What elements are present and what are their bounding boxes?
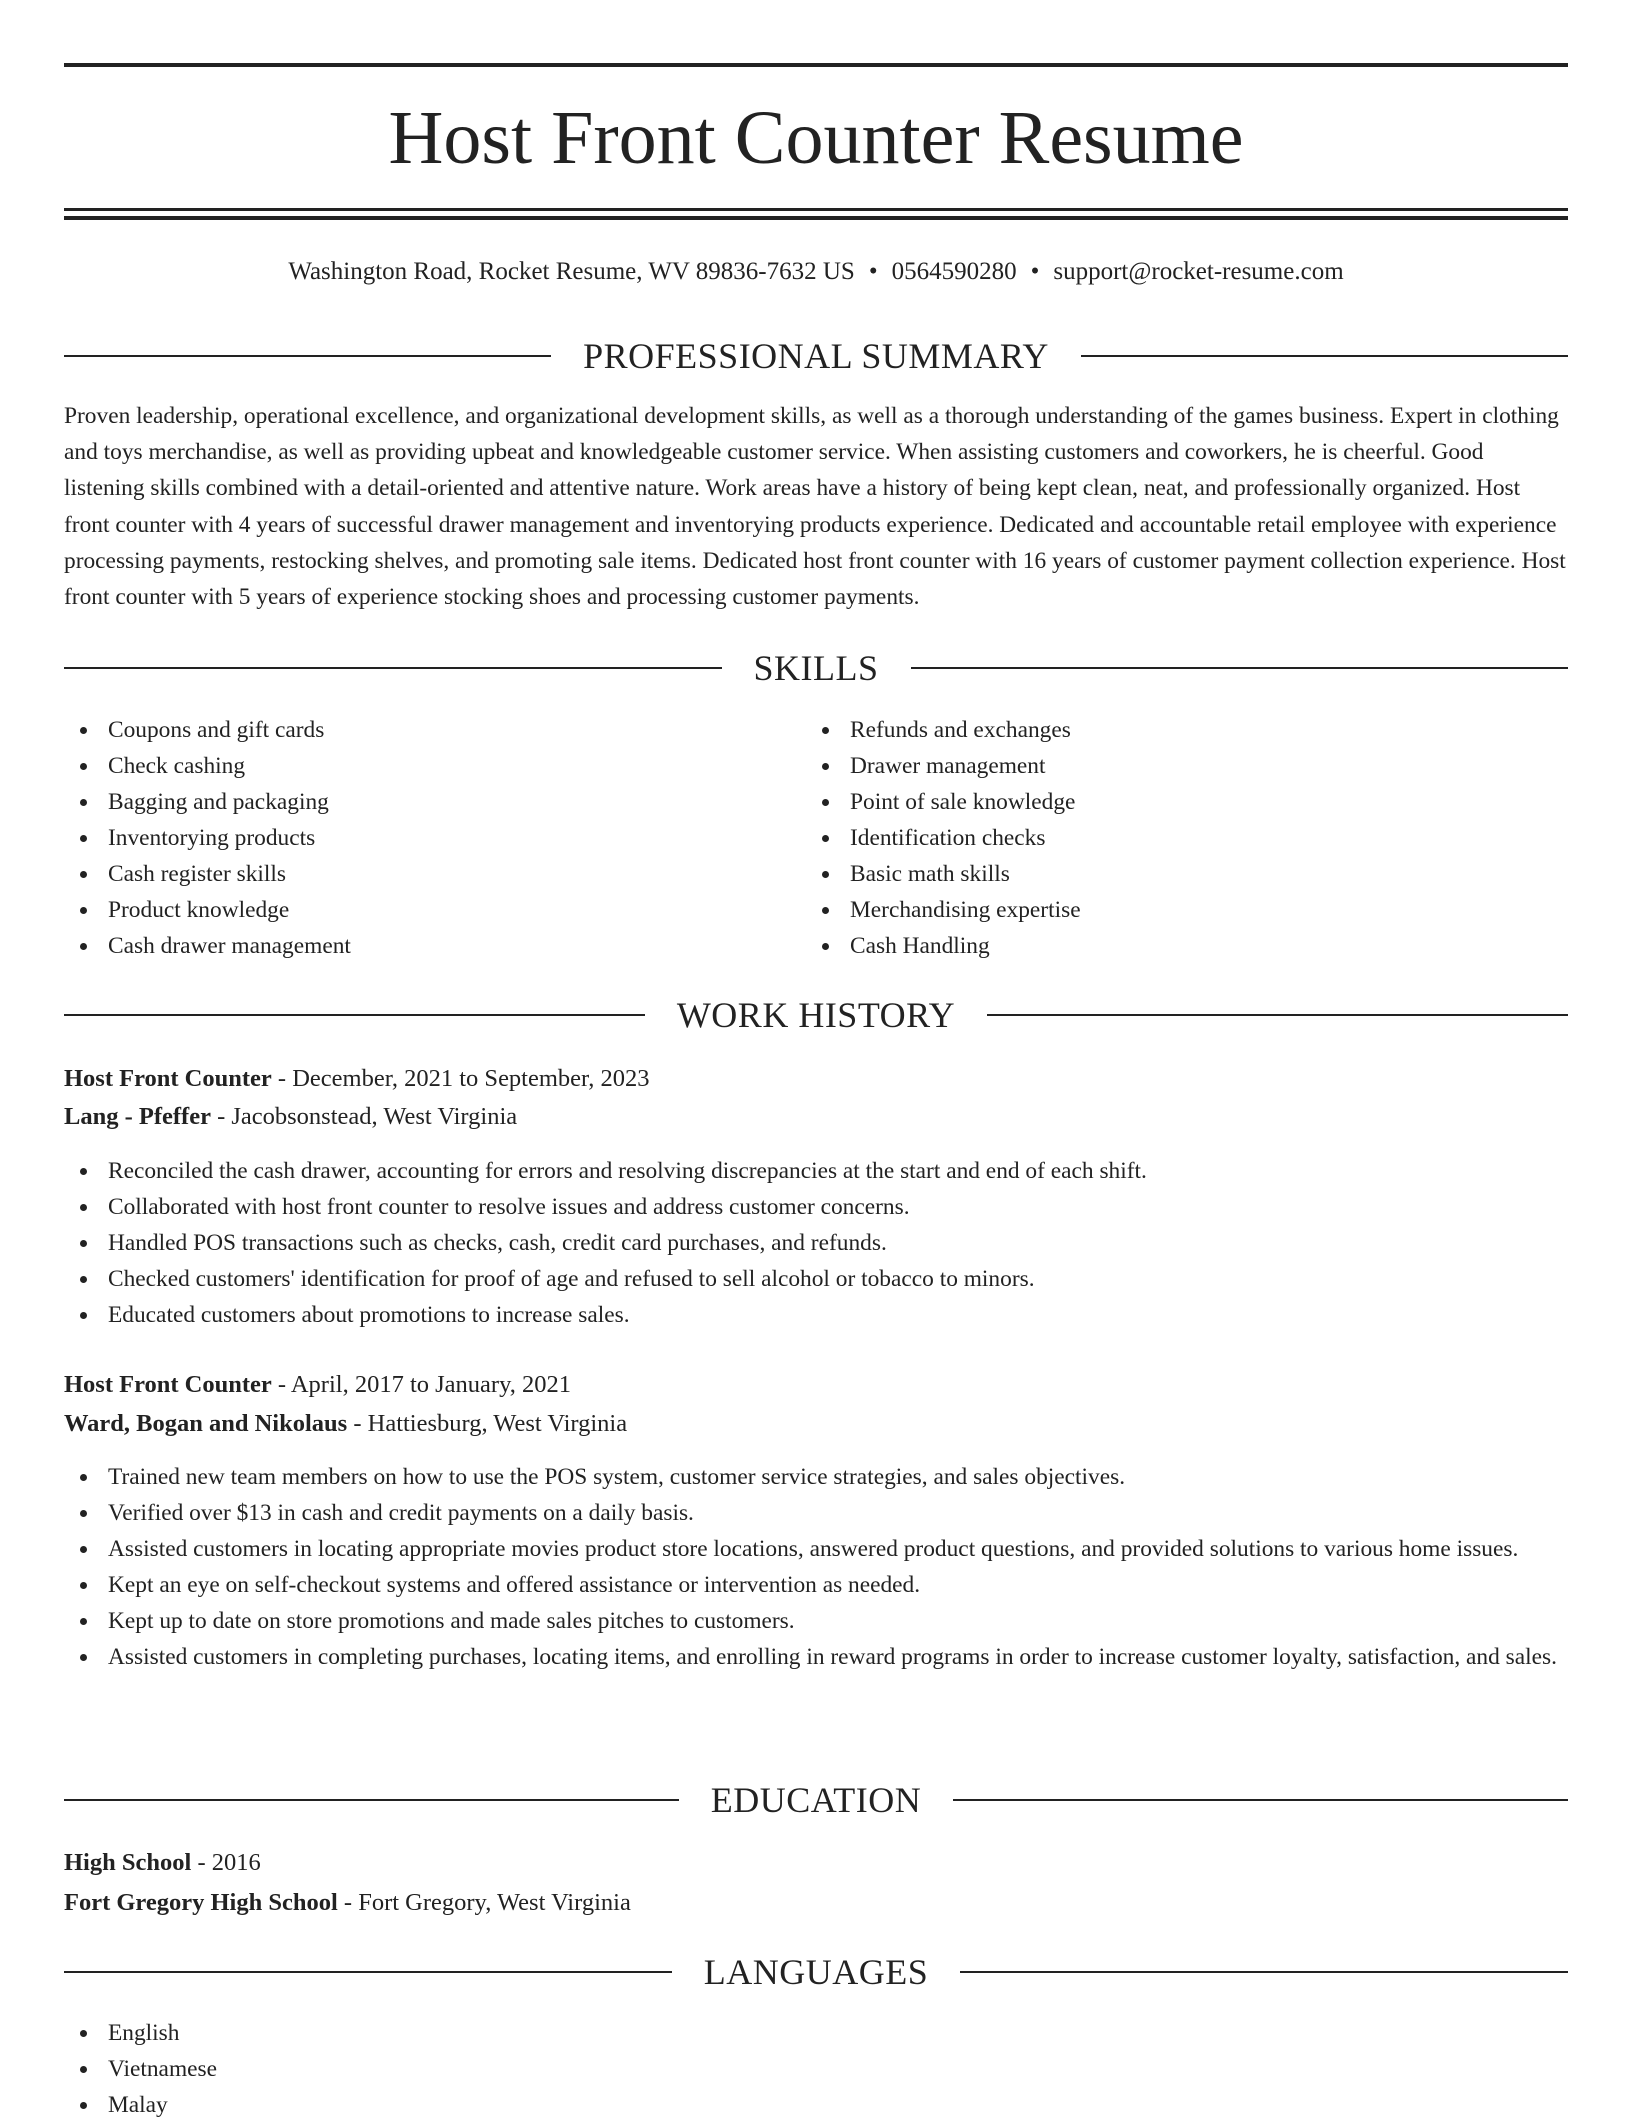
job-title: Host Front Counter — [64, 1065, 272, 1092]
skill-item: Refunds and exchanges — [806, 712, 1566, 748]
contact-separator: • — [868, 258, 878, 285]
section-heading-label: LANGUAGES — [703, 1952, 929, 1992]
job-duty-item: Checked customers' identification for proof of age and refused to sell alcohol or tobacco to minors. — [64, 1261, 1568, 1297]
job-duty-item: Trained new team members on how to use the POS system, customer service strategies, and sales objectives. — [64, 1459, 1568, 1495]
education-year: - 2016 — [191, 1849, 261, 1876]
job-duties-list — [64, 1459, 1568, 1675]
section-heading-skills — [64, 643, 1568, 693]
skill-item: Cash Handling — [806, 928, 1566, 964]
skills-list-left — [64, 712, 804, 964]
header-bottom-rule — [64, 208, 1568, 211]
education-school: Fort Gregory High School — [64, 1889, 338, 1916]
job-company-line — [64, 1099, 1568, 1135]
job-location: - Hattiesburg, West Virginia — [347, 1410, 628, 1437]
job-duty-item: Assisted customers in locating appropriate movies product store locations, answered product questions, and provided solutions to various home issues. — [64, 1531, 1568, 1567]
page-title: Host Front Counter Resume — [388, 96, 1244, 180]
education-location: - Fort Gregory, West Virginia — [337, 1889, 631, 1916]
heading-rule — [64, 1971, 672, 1973]
job-company: Lang - Pfeffer — [64, 1103, 211, 1130]
skill-item: Product knowledge — [64, 892, 804, 928]
skill-item: Check cashing — [64, 748, 804, 784]
skill-item: Merchandising expertise — [806, 892, 1566, 928]
language-item: Malay — [64, 2087, 1568, 2123]
skill-item: Basic math skills — [806, 856, 1566, 892]
heading-rule — [987, 1014, 1568, 1016]
job-title: Host Front Counter — [64, 1371, 272, 1398]
skill-item: Point of sale knowledge — [806, 784, 1566, 820]
contact-phone: 0564590280 — [891, 258, 1017, 285]
section-heading-label: WORK HISTORY — [676, 995, 956, 1035]
education-school-line — [64, 1885, 1568, 1921]
heading-rule — [64, 667, 722, 669]
skill-item: Drawer management — [806, 748, 1566, 784]
skill-item: Identification checks — [806, 820, 1566, 856]
job-duty-item: Handled POS transactions such as checks, cash, credit card purchases, and refunds. — [64, 1225, 1568, 1261]
heading-rule — [64, 1014, 645, 1016]
skill-item: Inventorying products — [64, 820, 804, 856]
summary-text: Proven leadership, operational excellence, and organizational development skills, as well as a thorough understanding of the games business. Expert in clothing and toys merchandise, as well as providing upbeat and knowledgeable customer service. When assisting customers and coworkers, he is cheerful. Good listening skills combined with a detail-oriented and attentive nature. Work areas have a history of being kept clean, neat, and professionally organized. Host front counter with 4 years of successful drawer management and inventorying products experience. Dedicated and accountable retail employee with experience processing payments, restocking shelves, and promoting sale items. Dedicated host front counter with 16 years of customer payment collection experience. Host front counter with 5 years of experience stocking shoes and processing customer payments. — [64, 403, 1566, 611]
job-dates: - April, 2017 to January, 2021 — [271, 1371, 571, 1398]
education-degree-line — [64, 1845, 1568, 1881]
job-duties-list — [64, 1153, 1568, 1333]
job-duty-item: Educated customers about promotions to increase sales. — [64, 1297, 1568, 1333]
contact-line — [64, 252, 1568, 292]
education-degree: High School — [64, 1849, 192, 1876]
section-heading-work-history — [64, 990, 1568, 1040]
job-duty-item: Assisted customers in completing purchases, locating items, and enrolling in reward programs in order to increase customer loyalty, satisfaction, and sales. — [64, 1639, 1568, 1675]
language-item: Vietnamese — [64, 2051, 1568, 2087]
section-heading-languages — [64, 1947, 1568, 1997]
section-heading-label: EDUCATION — [710, 1780, 922, 1820]
skill-item: Cash register skills — [64, 856, 804, 892]
job-title-line — [64, 1061, 1568, 1097]
skills-list-right — [806, 712, 1566, 964]
job-dates: - December, 2021 to September, 2023 — [271, 1065, 650, 1092]
heading-rule — [953, 1799, 1568, 1801]
heading-rule — [911, 667, 1569, 669]
contact-address: Washington Road, Rocket Resume, WV 89836-7632 US — [288, 258, 855, 285]
section-heading-label: PROFESSIONAL SUMMARY — [583, 336, 1049, 376]
heading-rule — [64, 355, 551, 357]
job-duty-item: Verified over $13 in cash and credit payments on a daily basis. — [64, 1495, 1568, 1531]
job-company-line — [64, 1406, 1568, 1442]
job-duty-item: Reconciled the cash drawer, accounting for errors and resolving discrepancies at the start and end of each shift. — [64, 1153, 1568, 1189]
heading-rule — [1081, 355, 1568, 357]
job-title-line — [64, 1367, 1568, 1403]
heading-rule — [960, 1971, 1568, 1973]
job-duty-item: Kept an eye on self-checkout systems and offered assistance or intervention as needed. — [64, 1567, 1568, 1603]
skill-item: Cash drawer management — [64, 928, 804, 964]
header-bottom-rule-thick — [64, 216, 1568, 220]
heading-rule — [64, 1799, 679, 1801]
job-duty-item: Collaborated with host front counter to resolve issues and address customer concerns. — [64, 1189, 1568, 1225]
language-item: English — [64, 2015, 1568, 2051]
section-heading-education — [64, 1775, 1568, 1825]
job-location: - Jacobsonstead, West Virginia — [210, 1103, 518, 1130]
job-company: Ward, Bogan and Nikolaus — [64, 1410, 348, 1437]
section-heading-label: SKILLS — [753, 648, 879, 688]
skill-item: Coupons and gift cards — [64, 712, 804, 748]
contact-separator: • — [1030, 258, 1040, 285]
section-heading-summary — [64, 331, 1568, 381]
languages-list — [64, 2015, 1568, 2123]
skill-item: Bagging and packaging — [64, 784, 804, 820]
job-duty-item: Kept up to date on store promotions and made sales pitches to customers. — [64, 1603, 1568, 1639]
header-top-rule — [64, 63, 1568, 67]
contact-email[interactable]: support@rocket-resume.com — [1053, 258, 1344, 285]
